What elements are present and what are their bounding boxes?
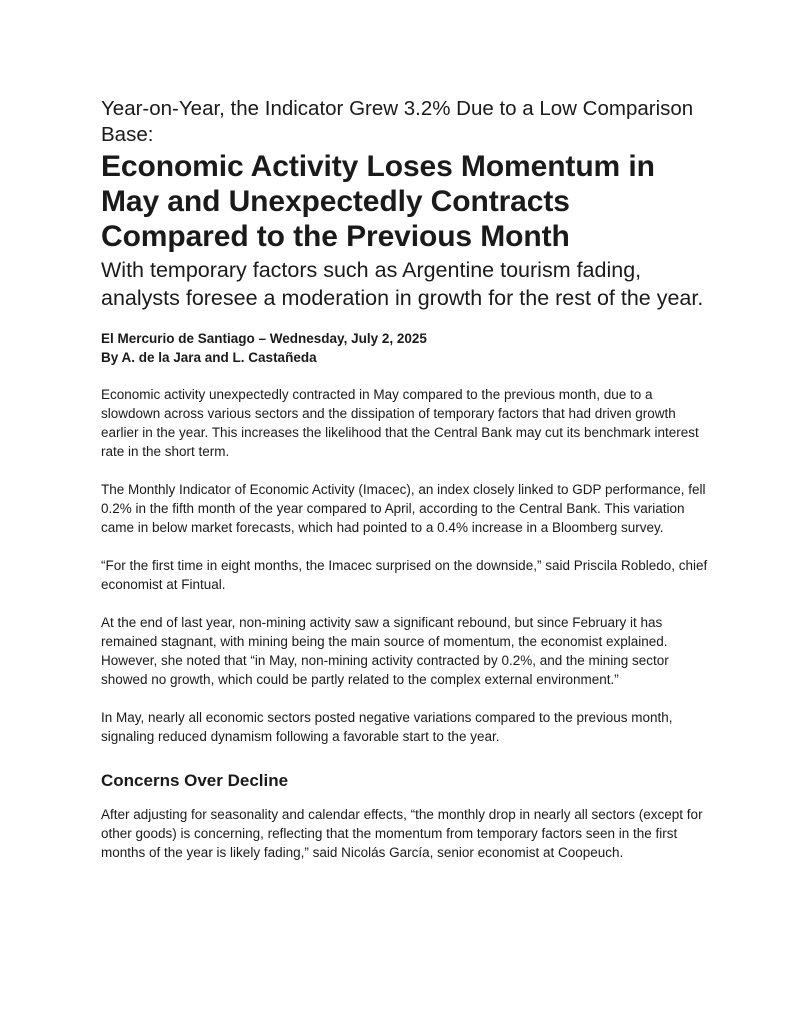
body-paragraph: At the end of last year, non-mining activity saw a significant rebound, but since February it has remained stagnant, with mining being the main source of momentum, the economist explained. However, she noted that “in May, non-mining activity contracted by 0.2%, and the mining sector showed no growth, which could be partly related to the complex external environment.” [101, 615, 669, 687]
article-kicker: Year-on-Year, the Indicator Grew 3.2% Due to a Low Comparison Base: [101, 97, 694, 146]
body-paragraph: After adjusting for seasonality and calendar effects, “the monthly drop in nearly all sectors (except for other goods) is concerning, reflecting that the momentum from temporary factors seen in the first months of the year is likely fading,” said Nicolás García, senior economist at Coopeuch. [101, 807, 703, 860]
article-dateline: El Mercurio de Santiago – Wednesday, July 2, 2025 [101, 331, 427, 346]
body-paragraph: “For the first time in eight months, the Imacec surprised on the downside,” said Priscila Robledo, chief economist at Fintual. [101, 558, 708, 592]
article-subheadline: With temporary factors such as Argentine tourism fading, analysts foresee a moderation in growth for the rest of the year. [101, 258, 704, 310]
article [101, 96, 711, 881]
body-paragraph: In May, nearly all economic sectors posted negative variations compared to the previous month, signaling reduced dynamism following a favorable start to the year. [101, 710, 673, 744]
article-byline: By A. de la Jara and L. Castañeda [101, 350, 317, 365]
article-headline: Economic Activity Loses Momentum in May and Unexpectedly Contracts Compared to the Previous Month [101, 150, 655, 253]
article-meta [101, 329, 711, 367]
article-body [101, 385, 711, 862]
body-paragraph: Economic activity unexpectedly contracted in May compared to the previous month, due to a slowdown across various sectors and the dissipation of temporary factors that had driven growth earlier in the year. This increases the likelihood that the Central Bank may cut its benchmark interest rate in the short term. [101, 387, 699, 459]
section-heading: Concerns Over Decline [101, 771, 289, 790]
body-paragraph: The Monthly Indicator of Economic Activity (Imacec), an index closely linked to GDP performance, fell 0.2% in the fifth month of the year compared to April, according to the Central Bank. This variation came in below market forecasts, which had pointed to a 0.4% increase in a Bloomberg survey. [101, 482, 706, 535]
